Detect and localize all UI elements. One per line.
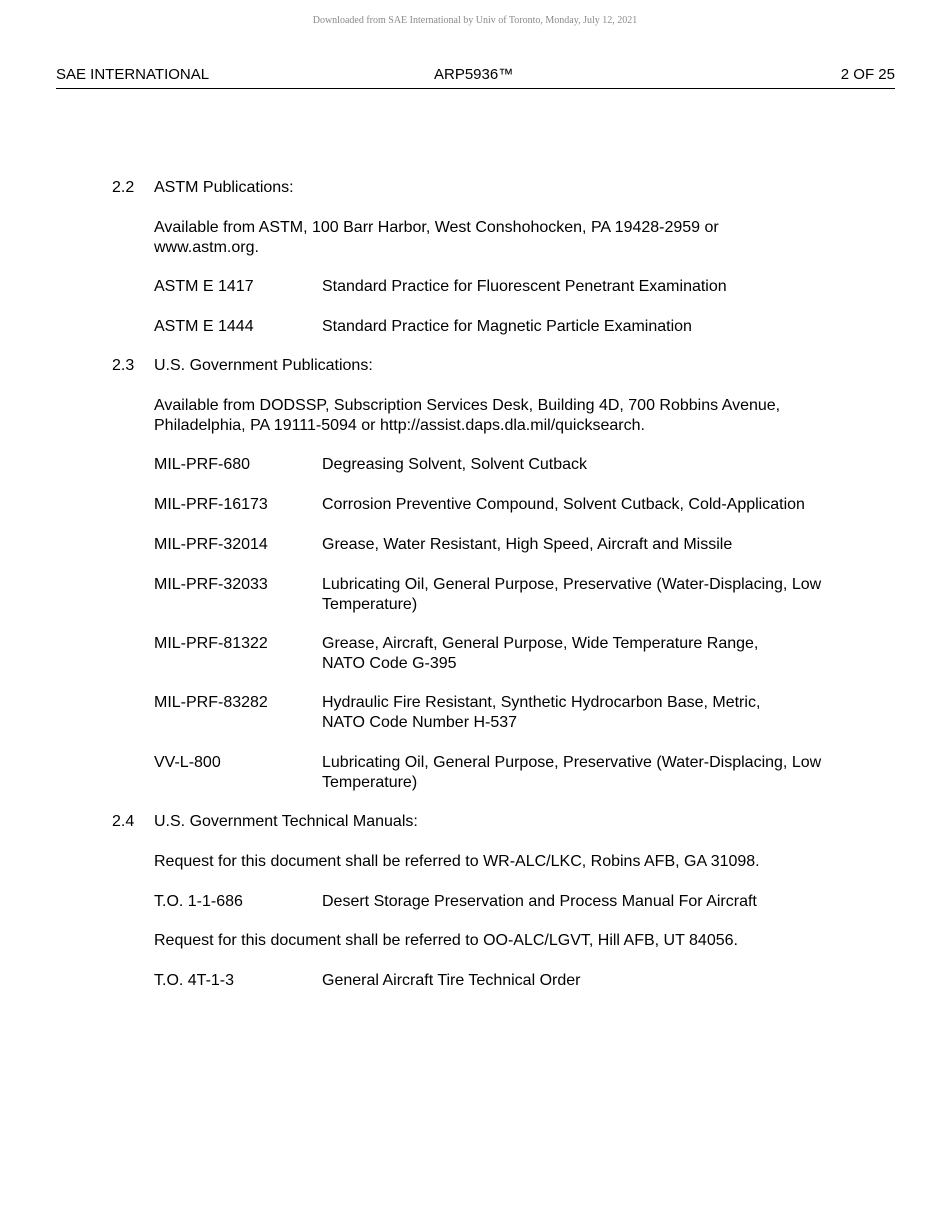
reference-id: MIL-PRF-81322	[154, 635, 268, 652]
reference-id: T.O. 4T-1-3	[154, 972, 235, 989]
reference-description: Standard Practice for Fluorescent Penetrant Examination	[322, 278, 727, 295]
reference-description: Grease, Aircraft, General Purpose, Wide Temperature Range, NATO Code G-395	[322, 635, 759, 672]
reference-id: MIL-PRF-32033	[154, 576, 268, 593]
header-org: SAE INTERNATIONAL	[56, 66, 210, 83]
section-number: 2.4	[112, 813, 135, 830]
availability-paragraph: Available from DODSSP, Subscription Services Desk, Building 4D, 700 Robbins Avenue, Philadelphia, PA 19111-5094 or http://assist.daps.dla.mil/quicksearch.	[154, 397, 781, 434]
section-number: 2.3	[112, 357, 135, 374]
reference-id: MIL-PRF-83282	[154, 694, 268, 711]
reference-description: Desert Storage Preservation and Process Manual For Aircraft	[322, 893, 757, 910]
reference-id: ASTM E 1444	[154, 318, 254, 335]
reference-id: MIL-PRF-16173	[154, 496, 268, 513]
reference-description: Grease, Water Resistant, High Speed, Aircraft and Missile	[322, 536, 733, 553]
reference-description: Lubricating Oil, General Purpose, Preservative (Water-Displacing, Low Temperature)	[322, 754, 822, 791]
reference-description: Lubricating Oil, General Purpose, Preservative (Water-Displacing, Low Temperature)	[322, 576, 822, 613]
reference-description: Hydraulic Fire Resistant, Synthetic Hydrocarbon Base, Metric, NATO Code Number H-537	[322, 694, 761, 731]
reference-description: Corrosion Preventive Compound, Solvent Cutback, Cold-Application	[322, 496, 805, 513]
section-title: U.S. Government Publications:	[154, 357, 373, 374]
reference-description: Degreasing Solvent, Solvent Cutback	[322, 456, 588, 473]
download-watermark: Downloaded from SAE International by Univ of Toronto, Monday, July 12, 2021	[312, 15, 638, 26]
reference-id: ASTM E 1417	[154, 278, 254, 295]
section-number: 2.2	[112, 179, 135, 196]
request-paragraph: Request for this document shall be referred to OO-ALC/LGVT, Hill AFB, UT 84056.	[154, 932, 738, 949]
reference-id: VV-L-800	[154, 754, 221, 771]
header-page-number: 2 OF 25	[840, 66, 895, 83]
reference-id: T.O. 1-1-686	[154, 893, 243, 910]
header-doc-id: ARP5936™	[434, 66, 514, 83]
reference-id: MIL-PRF-680	[154, 456, 251, 473]
page-header	[56, 66, 895, 89]
reference-description: General Aircraft Tire Technical Order	[322, 972, 581, 989]
reference-description: Standard Practice for Magnetic Particle Examination	[322, 318, 692, 335]
request-paragraph: Request for this document shall be referred to WR-ALC/LKC, Robins AFB, GA 31098.	[154, 853, 760, 870]
section-title: ASTM Publications:	[154, 179, 294, 196]
reference-id: MIL-PRF-32014	[154, 536, 268, 553]
section-title: U.S. Government Technical Manuals:	[154, 813, 418, 830]
availability-paragraph: Available from ASTM, 100 Barr Harbor, West Conshohocken, PA 19428-2959 or www.astm.org.	[154, 219, 719, 256]
